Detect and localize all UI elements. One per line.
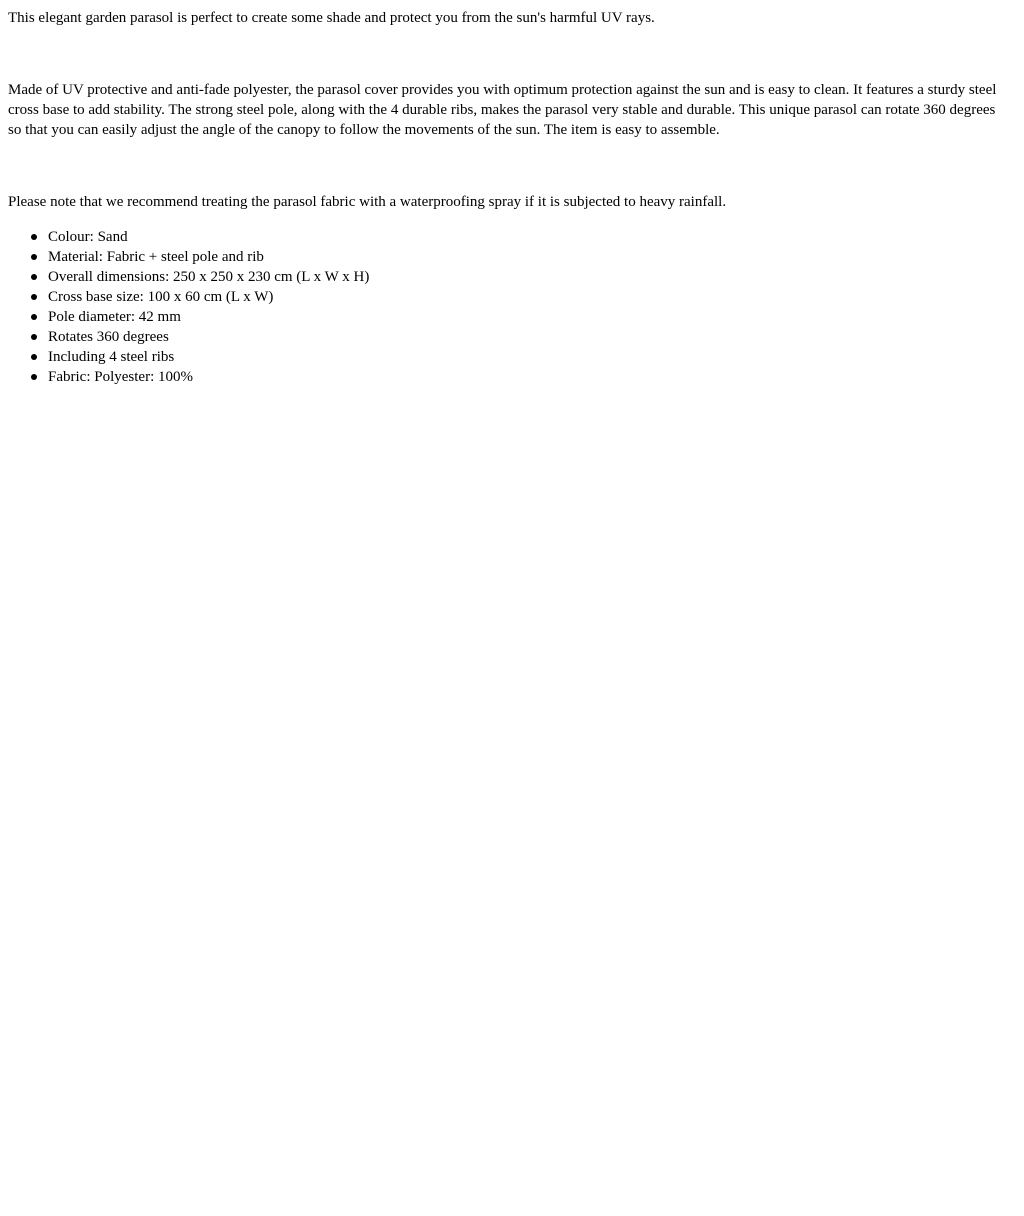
spec-item	[48, 347, 1000, 367]
spec-item-text: Rotates 360 degrees	[48, 329, 169, 345]
spec-item-text: Colour: Sand	[48, 229, 128, 245]
specs-list	[8, 227, 1000, 387]
bullet-icon	[31, 274, 37, 280]
spec-item	[48, 287, 1000, 307]
care-note-paragraph: Please note that we recommend treating the parasol fabric with a waterproofing spray if it is subjected to heavy rainfall.	[8, 194, 727, 210]
spec-item	[48, 327, 1000, 347]
spec-item-text: Cross base size: 100 x 60 cm (L x W)	[48, 289, 274, 305]
spec-item-text: Material: Fabric + steel pole and rib	[48, 249, 264, 265]
spec-item-text: Pole diameter: 42 mm	[48, 309, 181, 325]
bullet-icon	[31, 354, 37, 360]
details-paragraph: Made of UV protective and anti-fade polyester, the parasol cover provides you with optimum protection against the sun and is easy to clean. It features a sturdy steel cross base to add stability. The strong steel pole, along with the 4 durable ribs, makes the parasol very stable and durable. This unique parasol can rotate 360 degrees so that you can easily adjust the angle of the canopy to follow the movements of the sun. The item is easy to assemble.	[8, 82, 997, 138]
product-description	[0, 0, 1008, 387]
bullet-icon	[31, 254, 37, 260]
bullet-icon	[31, 234, 37, 240]
bullet-icon	[31, 314, 37, 320]
bullet-icon	[31, 294, 37, 300]
spec-item	[48, 227, 1000, 247]
bullet-icon	[31, 374, 37, 380]
intro-paragraph: This elegant garden parasol is perfect to create some shade and protect you from the sun's harmful UV rays.	[8, 10, 655, 26]
bullet-icon	[31, 334, 37, 340]
spec-item	[48, 367, 1000, 387]
spec-item-text: Fabric: Polyester: 100%	[48, 369, 193, 385]
spec-item	[48, 307, 1000, 327]
spec-item	[48, 247, 1000, 267]
spec-item	[48, 267, 1000, 287]
spec-item-text: Overall dimensions: 250 x 250 x 230 cm (L x W x H)	[48, 269, 370, 285]
spec-item-text: Including 4 steel ribs	[48, 349, 175, 365]
